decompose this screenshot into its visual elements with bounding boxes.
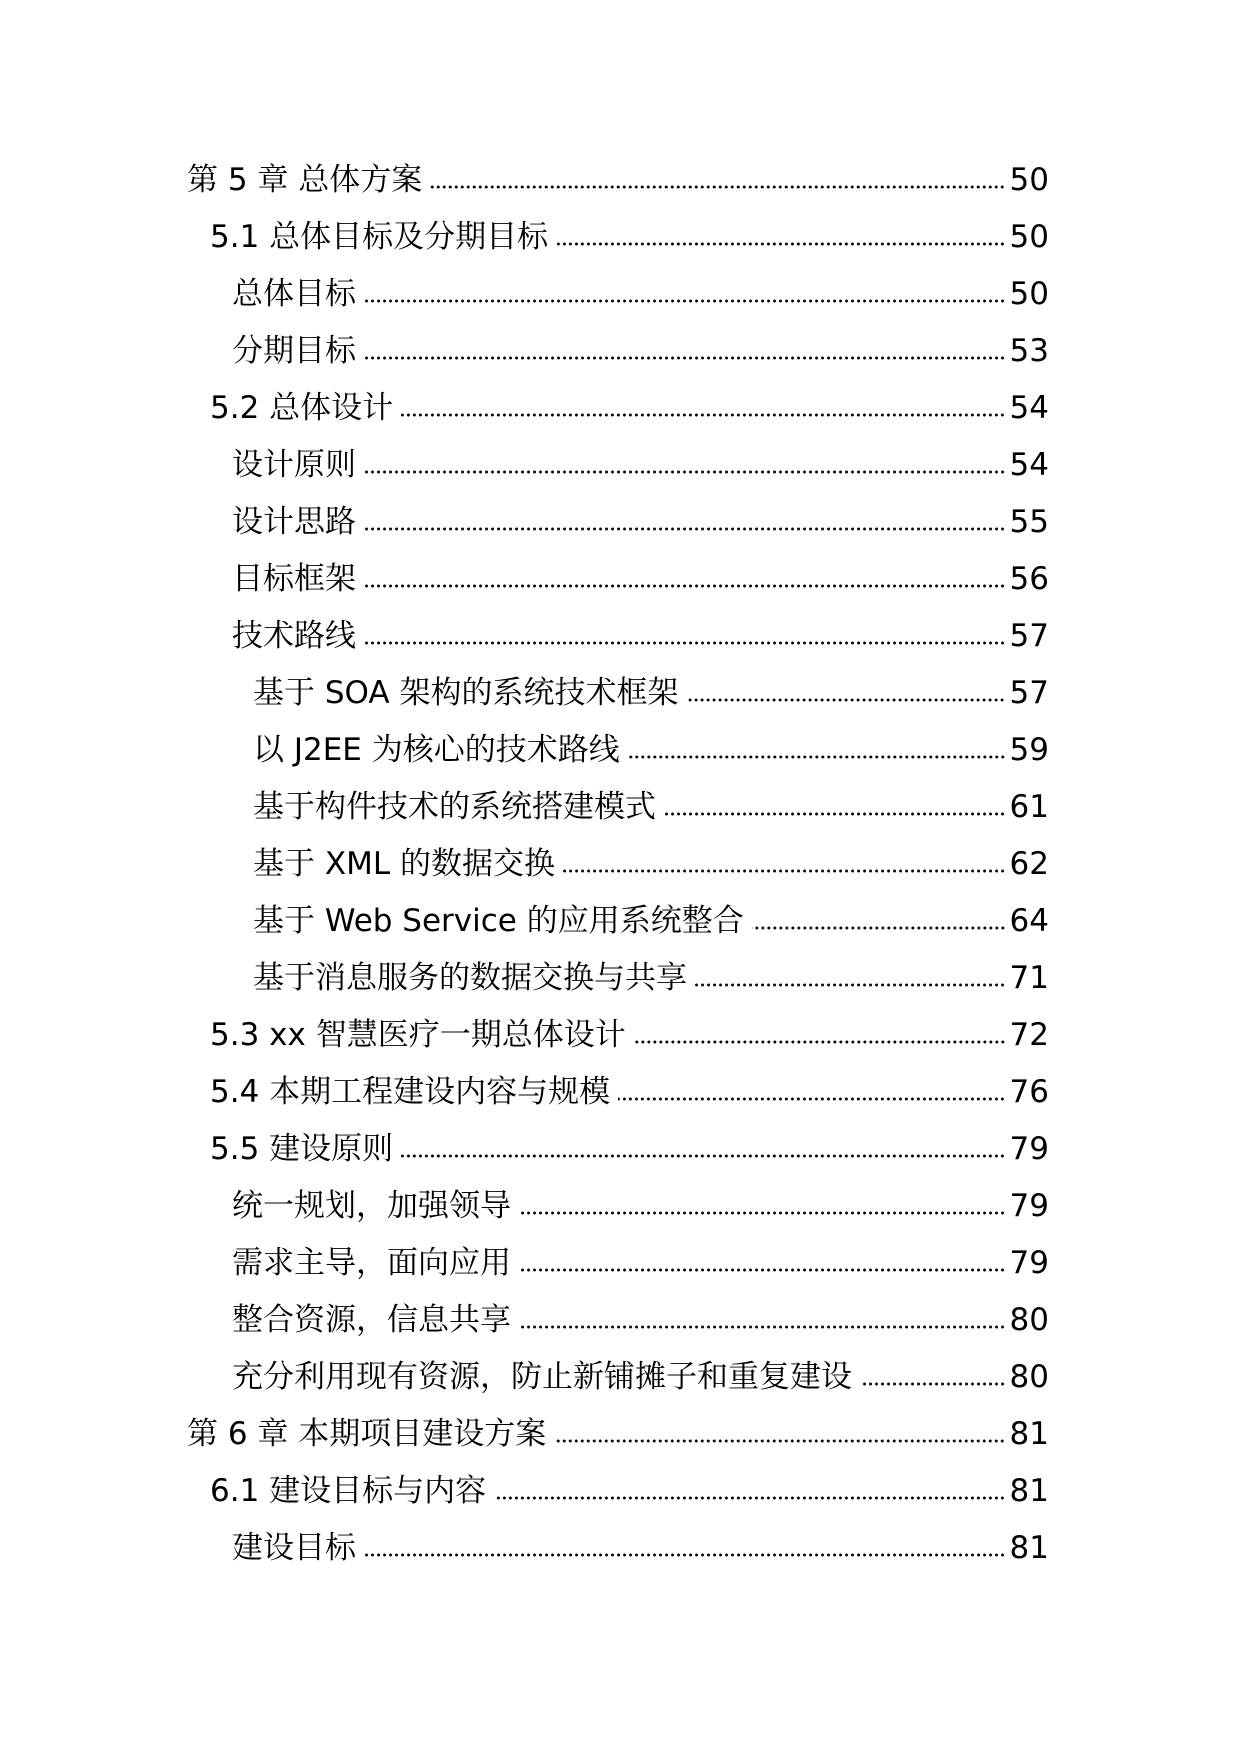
toc-entry-title: 5.4 本期工程建设内容与规模: [210, 1074, 611, 1110]
toc-entry-title: 5.5 建设原则: [210, 1131, 394, 1167]
toc-entry-title: 分期目标: [232, 333, 356, 369]
dot-leader: [634, 1039, 1006, 1045]
dot-leader: [519, 1324, 1006, 1330]
dot-leader: [554, 1438, 1005, 1444]
toc-entry[interactable]: [232, 557, 1049, 601]
dot-leader: [664, 811, 1006, 817]
dot-leader: [364, 469, 1006, 475]
dot-leader: [695, 982, 1006, 988]
dot-leader: [430, 184, 1005, 190]
toc-entry-page: 81: [1009, 1416, 1049, 1452]
toc-entry[interactable]: [253, 785, 1049, 829]
toc-entry-page: 61: [1009, 789, 1049, 825]
toc-entry[interactable]: [232, 329, 1049, 373]
toc-entry[interactable]: [253, 842, 1049, 886]
toc-entry-page: 80: [1009, 1359, 1049, 1395]
toc-entry-page: 50: [1009, 219, 1049, 255]
dot-leader: [628, 754, 1006, 760]
dot-leader: [752, 925, 1006, 931]
toc-entry[interactable]: [232, 1526, 1049, 1570]
toc-entry-page: 80: [1009, 1302, 1049, 1338]
toc-entry-title: 5.1 总体目标及分期目标: [210, 219, 549, 255]
toc-entry-page: 79: [1009, 1188, 1049, 1224]
dot-leader: [618, 1096, 1005, 1102]
dot-leader: [364, 1552, 1006, 1558]
toc-entry[interactable]: [253, 671, 1049, 715]
toc-entry[interactable]: [232, 1298, 1049, 1342]
toc-entry-title: 第 6 章 本期项目建设方案: [187, 1416, 547, 1452]
toc-entry-title: 需求主导，面向应用: [232, 1245, 511, 1281]
toc-entry-section-5-1[interactable]: [210, 215, 1049, 259]
toc-entry-title: 第 5 章 总体方案: [187, 162, 423, 198]
toc-entry-page: 55: [1009, 504, 1049, 540]
dot-leader: [494, 1495, 1005, 1501]
toc-entry-title: 建设目标: [232, 1530, 356, 1566]
toc-entry-section-5-4[interactable]: [210, 1070, 1049, 1114]
toc-entry-page: 64: [1009, 903, 1049, 939]
dot-leader: [563, 868, 1006, 874]
dot-leader: [364, 583, 1006, 589]
toc-entry-page: 62: [1009, 846, 1049, 882]
toc-entry-title: 5.3 xx 智慧医疗一期总体设计: [210, 1017, 626, 1053]
toc-entry-page: 72: [1009, 1017, 1049, 1053]
dot-leader: [364, 640, 1006, 646]
toc-entry[interactable]: [232, 272, 1049, 316]
toc-entry-title: 基于 SOA 架构的系统技术框架: [253, 675, 679, 711]
toc-entry-title: 5.2 总体设计: [210, 390, 394, 426]
toc-entry-section-5-2[interactable]: [210, 386, 1049, 430]
toc-entry-page: 56: [1009, 561, 1049, 597]
toc-entry-title: 总体目标: [232, 276, 356, 312]
dot-leader: [686, 697, 1005, 703]
toc-entry-title: 基于 XML 的数据交换: [253, 846, 555, 882]
dot-leader: [860, 1381, 1006, 1387]
dot-leader: [556, 241, 1005, 247]
toc-entry-chapter-5[interactable]: [187, 158, 1049, 202]
toc-entry-title: 整合资源，信息共享: [232, 1302, 511, 1338]
toc-entry-page: 50: [1009, 162, 1049, 198]
toc-entry[interactable]: [253, 899, 1049, 943]
dot-leader: [364, 355, 1006, 361]
toc-entry-section-6-1[interactable]: [210, 1469, 1049, 1513]
toc-entry-title: 充分利用现有资源，防止新铺摊子和重复建设: [232, 1359, 852, 1395]
toc-entry-page: 71: [1009, 960, 1049, 996]
toc-entry-title: 基于构件技术的系统搭建模式: [253, 789, 656, 825]
toc-entry[interactable]: [232, 443, 1049, 487]
toc-entry-page: 57: [1009, 618, 1049, 654]
toc-entry-page: 50: [1009, 276, 1049, 312]
toc-entry[interactable]: [232, 1241, 1049, 1285]
toc-entry-title: 6.1 建设目标与内容: [210, 1473, 487, 1509]
toc-entry-page: 81: [1009, 1473, 1049, 1509]
toc-entry-title: 设计思路: [232, 504, 356, 540]
toc-entry[interactable]: [232, 500, 1049, 544]
dot-leader: [401, 1153, 1005, 1159]
dot-leader: [364, 298, 1006, 304]
dot-leader: [519, 1210, 1006, 1216]
toc-entry-page: 81: [1009, 1530, 1049, 1566]
toc-entry-page: 53: [1009, 333, 1049, 369]
toc-entry[interactable]: [232, 1355, 1049, 1399]
dot-leader: [519, 1267, 1006, 1273]
toc-entry[interactable]: [232, 1184, 1049, 1228]
toc-entry[interactable]: [253, 728, 1049, 772]
toc-entry[interactable]: [253, 956, 1049, 1000]
toc-entry-section-5-3[interactable]: [210, 1013, 1049, 1057]
toc-entry-page: 54: [1009, 447, 1049, 483]
toc-entry-page: 76: [1009, 1074, 1049, 1110]
toc-entry-page: 59: [1009, 732, 1049, 768]
toc-entry-title: 以 J2EE 为核心的技术路线: [253, 732, 620, 768]
toc-entry-title: 技术路线: [232, 618, 356, 654]
toc-entry-page: 79: [1009, 1245, 1049, 1281]
toc-entry-page: 79: [1009, 1131, 1049, 1167]
toc-entry-title: 基于消息服务的数据交换与共享: [253, 960, 687, 996]
toc-entry-title: 设计原则: [232, 447, 356, 483]
toc-entry-chapter-6[interactable]: [187, 1412, 1049, 1456]
toc-entry-page: 57: [1009, 675, 1049, 711]
toc-entry-title: 统一规划，加强领导: [232, 1188, 511, 1224]
toc-entry-page: 54: [1009, 390, 1049, 426]
toc-entry-title: 基于 Web Service 的应用系统整合: [253, 903, 744, 939]
dot-leader: [401, 412, 1005, 418]
toc-entry[interactable]: [232, 614, 1049, 658]
toc-entry-title: 目标框架: [232, 561, 356, 597]
toc-entry-section-5-5[interactable]: [210, 1127, 1049, 1171]
dot-leader: [364, 526, 1006, 532]
